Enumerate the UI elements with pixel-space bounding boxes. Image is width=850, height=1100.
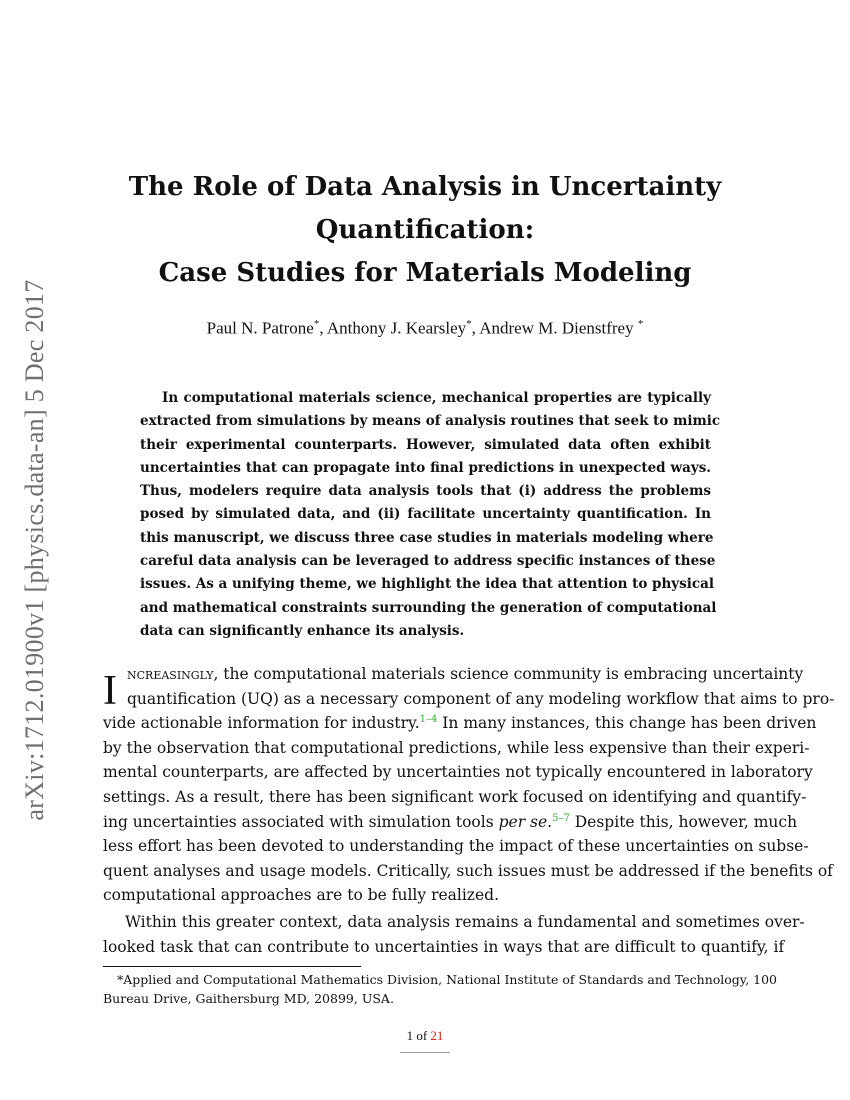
body-line bbox=[103, 711, 817, 736]
arxiv-id-text: arXiv:1712.01900v1 [physics.data-an] 5 Dec 2017 bbox=[20, 279, 49, 821]
body-line: by the observation that computational predictions, while less expensive than their experi- bbox=[103, 738, 810, 757]
body-line: computational approaches are to be fully realized. bbox=[103, 886, 499, 905]
abstract-line: and mathematical constraints surrounding the generation of computational bbox=[140, 599, 717, 616]
abstract-line: their experimental counterparts. However, simulated data often exhibit bbox=[140, 436, 711, 453]
footnote bbox=[103, 970, 778, 1008]
drop-cap: I bbox=[103, 668, 117, 714]
author-kearsley: Anthony J. Kearsley bbox=[326, 318, 467, 338]
abstract-line: issues. As a unifying theme, we highlight the idea that attention to physical bbox=[140, 576, 714, 593]
author-list: Paul N. Patrone*, Anthony J. Kearsley*, Andrew M. Dienstfrey * bbox=[206, 318, 644, 338]
footnote-line: *Applied and Computational Mathematics Division, National Institute of Standards and Technology, 100 bbox=[117, 972, 778, 987]
abstract-line: posed by simulated data, and (ii) facilitate uncertainty quantification. In bbox=[140, 506, 711, 523]
body-text: In many instances, this change has been driven bbox=[437, 714, 817, 733]
arxiv-sidebar-stamp bbox=[15, 260, 55, 840]
footnote-rule bbox=[103, 966, 361, 967]
body-line: quent analyses and usage models. Critically, such issues must be addressed if the benefits of bbox=[103, 861, 833, 880]
abstract-line: In computational materials science, mechanical properties are typically bbox=[162, 390, 711, 406]
author-mark: * bbox=[637, 318, 644, 330]
abstract-line: Thus, modelers require data analysis tools that (i) address the problems bbox=[140, 483, 711, 500]
abstract-line: data can significantly enhance its analysis. bbox=[140, 622, 465, 639]
abstract-line: uncertainties that can propagate into final predictions in unexpected ways. bbox=[140, 459, 711, 476]
page-number bbox=[375, 1028, 475, 1044]
page-number-rule bbox=[400, 1052, 450, 1053]
smallcaps-word: ncreasingly bbox=[127, 665, 214, 683]
abstract-line: extracted from simulations by means of analysis routines that seek to mimic bbox=[140, 413, 721, 430]
paper-title bbox=[100, 166, 750, 295]
abstract bbox=[140, 387, 721, 643]
body-text: ing uncertainties associated with simulation tools bbox=[103, 812, 499, 831]
title-line-1: The Role of Data Analysis in Uncertainty bbox=[128, 172, 722, 202]
title-line-2: Quantification: bbox=[315, 215, 535, 245]
citation-link[interactable]: 1–4 bbox=[419, 714, 438, 726]
italic-text: per se. bbox=[498, 812, 553, 831]
abstract-line: this manuscript, we discuss three case studies in materials modeling where bbox=[140, 529, 714, 546]
body-text: Despite this, however, much bbox=[569, 812, 798, 831]
author-mark: * bbox=[466, 318, 472, 330]
body-text: , the computational materials science community is embracing uncertainty bbox=[213, 665, 804, 683]
body-line: quantification (UQ) as a necessary component of any modeling workflow that aims to pro- bbox=[127, 689, 835, 708]
body-line bbox=[103, 810, 798, 835]
page-current: 1 bbox=[406, 1028, 414, 1043]
body-line: less effort has been devoted to understanding the impact of these uncertainties on subse- bbox=[103, 837, 809, 856]
body-text: vide actionable information for industry. bbox=[103, 714, 420, 733]
body-line: Within this greater context, data analysis remains a fundamental and sometimes over- bbox=[125, 913, 805, 931]
author-patrone: Paul N. Patrone bbox=[206, 318, 314, 338]
title-line-3: Case Studies for Materials Modeling bbox=[158, 258, 692, 288]
body-line bbox=[103, 662, 804, 687]
intro-paragraph bbox=[103, 662, 835, 908]
body-line: mental counterparts, are affected by uncertainties not typically encountered in laboratory bbox=[103, 763, 813, 782]
citation-link[interactable]: 5–7 bbox=[552, 812, 570, 824]
page-of: of bbox=[416, 1028, 428, 1043]
author-dienstfrey: Andrew M. Dienstfrey bbox=[479, 318, 634, 338]
body-line: settings. As a result, there has been significant work focused on identifying and quantify- bbox=[103, 787, 807, 806]
body-line: looked task that can contribute to uncertainties in ways that are difficult to quantify, if bbox=[103, 937, 785, 956]
page-total-link[interactable]: 21 bbox=[430, 1028, 444, 1043]
abstract-line: careful data analysis can be leveraged to address specific instances of these bbox=[140, 553, 716, 570]
footnote-line: Bureau Drive, Gaithersburg MD, 20899, USA. bbox=[103, 991, 394, 1006]
author-mark: * bbox=[313, 318, 320, 330]
second-paragraph bbox=[103, 910, 805, 959]
